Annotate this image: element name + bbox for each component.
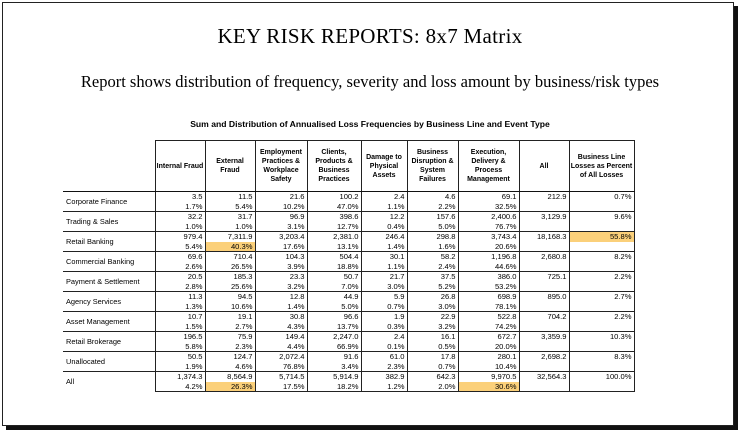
percent-cell: 18.2%: [307, 382, 361, 392]
percent-cell: 2.8%: [155, 282, 205, 292]
percent-cell: 18.8%: [307, 262, 361, 272]
value-cell: 100.0%: [569, 372, 634, 382]
percent-cell: 2.2%: [407, 202, 458, 212]
value-cell: 8,564.9: [205, 372, 255, 382]
percent-cell: [569, 342, 634, 352]
percent-cell: 5.2%: [407, 282, 458, 292]
value-cell: 31.7: [205, 212, 255, 222]
table-header-row: [63, 141, 634, 192]
percent-cell: 5.0%: [407, 222, 458, 232]
value-cell: 21.6: [255, 192, 307, 202]
percent-cell: 10.4%: [458, 362, 519, 372]
value-cell: 149.4: [255, 332, 307, 342]
value-cell: 895.0: [519, 292, 569, 302]
value-cell: 104.3: [255, 252, 307, 262]
value-cell: 298.8: [407, 232, 458, 242]
percent-cell: 3.9%: [255, 262, 307, 272]
col-header-business-disruption: Business Disruption & System Failures: [407, 141, 458, 192]
percent-cell: [519, 282, 569, 292]
percent-cell: 44.6%: [458, 262, 519, 272]
value-cell: 69.6: [155, 252, 205, 262]
percent-cell: 7.0%: [307, 282, 361, 292]
value-cell: 8.2%: [569, 252, 634, 262]
value-cell: 2,072.4: [255, 352, 307, 362]
value-cell: 1.9: [361, 312, 407, 322]
percent-cell: 13.1%: [307, 242, 361, 252]
value-cell: 75.9: [205, 332, 255, 342]
percent-cell: 10.2%: [255, 202, 307, 212]
percent-cell: 0.7%: [361, 302, 407, 312]
value-cell: 196.5: [155, 332, 205, 342]
value-cell: 7,311.9: [205, 232, 255, 242]
value-cell: 21.7: [361, 272, 407, 282]
value-cell: 69.1: [458, 192, 519, 202]
col-header-execution-delivery: Execution, Delivery & Process Management: [458, 141, 519, 192]
percent-cell: 2.0%: [407, 382, 458, 392]
value-cell: 32.2: [155, 212, 205, 222]
value-cell: 0.7%: [569, 192, 634, 202]
percent-cell: 2.3%: [205, 342, 255, 352]
value-cell: 11.5: [205, 192, 255, 202]
percent-cell: [569, 282, 634, 292]
percent-cell: 66.9%: [307, 342, 361, 352]
value-cell: 280.1: [458, 352, 519, 362]
value-cell: 10.3%: [569, 332, 634, 342]
percent-cell: [519, 262, 569, 272]
value-cell: 5,714.5: [255, 372, 307, 382]
value-cell: 4.6: [407, 192, 458, 202]
value-cell: 672.7: [458, 332, 519, 342]
percent-cell: 3.1%: [255, 222, 307, 232]
percent-cell: 47.0%: [307, 202, 361, 212]
percent-cell: [519, 362, 569, 372]
percent-cell: [569, 362, 634, 372]
percent-cell: 1.7%: [155, 202, 205, 212]
value-cell: 2,400.6: [458, 212, 519, 222]
row-label: Commercial Banking: [63, 252, 155, 272]
value-cell: 23.3: [255, 272, 307, 282]
percent-cell: 17.5%: [255, 382, 307, 392]
percent-cell: 3.0%: [361, 282, 407, 292]
percent-cell: 2.3%: [361, 362, 407, 372]
row-label: Trading & Sales: [63, 212, 155, 232]
percent-cell: 76.8%: [255, 362, 307, 372]
value-cell: 58.2: [407, 252, 458, 262]
row-label: Corporate Finance: [63, 192, 155, 212]
value-cell: 124.7: [205, 352, 255, 362]
value-cell: 32,564.3: [519, 372, 569, 382]
percent-cell: 3.4%: [307, 362, 361, 372]
value-cell: 8.3%: [569, 352, 634, 362]
percent-cell: 32.5%: [458, 202, 519, 212]
percent-cell: 13.7%: [307, 322, 361, 332]
percent-cell: 4.3%: [255, 322, 307, 332]
value-cell: 398.6: [307, 212, 361, 222]
percent-cell: 4.6%: [205, 362, 255, 372]
col-header-external-fraud: External Fraud: [205, 141, 255, 192]
percent-cell: [569, 382, 634, 392]
page-title: KEY RISK REPORTS: 8x7 Matrix: [217, 24, 523, 48]
percent-cell: 1.1%: [361, 262, 407, 272]
percent-cell: 3.0%: [407, 302, 458, 312]
value-cell: 725.1: [519, 272, 569, 282]
col-header-clients-products: Clients, Products & Business Practices: [307, 141, 361, 192]
percent-cell: 0.7%: [407, 362, 458, 372]
value-cell: 30.8: [255, 312, 307, 322]
value-cell: 3.5: [155, 192, 205, 202]
table-row-values: [63, 272, 634, 282]
percent-cell: [519, 382, 569, 392]
percent-cell: 2.6%: [155, 262, 205, 272]
percent-cell: 25.6%: [205, 282, 255, 292]
header-corner: [63, 141, 155, 192]
percent-cell: [519, 302, 569, 312]
value-cell: 17.8: [407, 352, 458, 362]
value-cell: 3,203.4: [255, 232, 307, 242]
loss-matrix-table: [63, 140, 635, 392]
percent-cell: 2.7%: [205, 322, 255, 332]
value-cell: 18,168.3: [519, 232, 569, 242]
col-header-internal-fraud: Internal Fraud: [155, 141, 205, 192]
percent-cell: 30.6%: [458, 382, 519, 392]
table-row-values: [63, 372, 634, 382]
percent-cell: [569, 322, 634, 332]
value-cell: 12.2: [361, 212, 407, 222]
value-cell: 37.5: [407, 272, 458, 282]
value-cell: 50.5: [155, 352, 205, 362]
percent-cell: 0.3%: [361, 322, 407, 332]
value-cell: 26.8: [407, 292, 458, 302]
value-cell: 9,970.5: [458, 372, 519, 382]
percent-cell: 74.2%: [458, 322, 519, 332]
value-cell: 642.3: [407, 372, 458, 382]
value-cell: 11.3: [155, 292, 205, 302]
percent-cell: 10.6%: [205, 302, 255, 312]
percent-cell: [519, 322, 569, 332]
table-row-values: [63, 192, 634, 202]
percent-cell: 5.4%: [155, 242, 205, 252]
percent-cell: 12.7%: [307, 222, 361, 232]
value-cell: 979.4: [155, 232, 205, 242]
percent-cell: 1.6%: [407, 242, 458, 252]
percent-cell: [519, 342, 569, 352]
percent-cell: [569, 242, 634, 252]
value-cell: 710.4: [205, 252, 255, 262]
value-cell: 12.8: [255, 292, 307, 302]
table-row-values: [63, 312, 634, 322]
table-row-values: [63, 232, 634, 242]
value-cell: 698.9: [458, 292, 519, 302]
table-row-values: [63, 292, 634, 302]
value-cell: 55.8%: [569, 232, 634, 242]
value-cell: 382.9: [361, 372, 407, 382]
percent-cell: 0.4%: [361, 222, 407, 232]
value-cell: 9.6%: [569, 212, 634, 222]
value-cell: 5.9: [361, 292, 407, 302]
value-cell: 3,129.9: [519, 212, 569, 222]
table-caption: Sum and Distribution of Annualised Loss Frequencies by Business Line and Event Type: [190, 119, 550, 129]
table-row-values: [63, 252, 634, 262]
percent-cell: 1.4%: [255, 302, 307, 312]
table-body: [63, 192, 634, 392]
value-cell: 94.5: [205, 292, 255, 302]
value-cell: 2,381.0: [307, 232, 361, 242]
row-label: Unallocated: [63, 352, 155, 372]
value-cell: 2.4: [361, 192, 407, 202]
percent-cell: [569, 302, 634, 312]
percent-cell: 0.5%: [407, 342, 458, 352]
value-cell: 20.5: [155, 272, 205, 282]
percent-cell: 4.4%: [255, 342, 307, 352]
value-cell: 50.7: [307, 272, 361, 282]
percent-cell: 1.4%: [361, 242, 407, 252]
value-cell: 2,247.0: [307, 332, 361, 342]
percent-cell: 3.2%: [255, 282, 307, 292]
percent-cell: 5.0%: [307, 302, 361, 312]
percent-cell: 53.2%: [458, 282, 519, 292]
value-cell: 2.2%: [569, 312, 634, 322]
percent-cell: 2.4%: [407, 262, 458, 272]
value-cell: 386.0: [458, 272, 519, 282]
value-cell: 10.7: [155, 312, 205, 322]
percent-cell: 5.8%: [155, 342, 205, 352]
percent-cell: [569, 202, 634, 212]
value-cell: 96.9: [255, 212, 307, 222]
row-label: Retail Brokerage: [63, 332, 155, 352]
percent-cell: 26.5%: [205, 262, 255, 272]
percent-cell: [569, 222, 634, 232]
percent-cell: 17.6%: [255, 242, 307, 252]
value-cell: 30.1: [361, 252, 407, 262]
value-cell: 5,914.9: [307, 372, 361, 382]
value-cell: 2,680.8: [519, 252, 569, 262]
value-cell: 16.1: [407, 332, 458, 342]
value-cell: 246.4: [361, 232, 407, 242]
percent-cell: 76.7%: [458, 222, 519, 232]
table-row-values: [63, 352, 634, 362]
value-cell: 1,196.8: [458, 252, 519, 262]
value-cell: 44.9: [307, 292, 361, 302]
percent-cell: [519, 222, 569, 232]
table-row-values: [63, 212, 634, 222]
value-cell: 22.9: [407, 312, 458, 322]
page-subtitle: Report shows distribution of frequency, severity and loss amount by business/risk types: [80, 72, 660, 91]
value-cell: 522.8: [458, 312, 519, 322]
percent-cell: 1.0%: [205, 222, 255, 232]
col-header-damage-physical-assets: Damage to Physical Assets: [361, 141, 407, 192]
value-cell: 2.4: [361, 332, 407, 342]
table-row-values: [63, 332, 634, 342]
value-cell: 504.4: [307, 252, 361, 262]
row-label: Asset Management: [63, 312, 155, 332]
value-cell: 100.2: [307, 192, 361, 202]
percent-cell: [519, 202, 569, 212]
percent-cell: 20.0%: [458, 342, 519, 352]
value-cell: 61.0: [361, 352, 407, 362]
percent-cell: 78.1%: [458, 302, 519, 312]
percent-cell: 4.2%: [155, 382, 205, 392]
col-header-all: All: [519, 141, 569, 192]
percent-cell: 5.4%: [205, 202, 255, 212]
value-cell: 185.3: [205, 272, 255, 282]
value-cell: 704.2: [519, 312, 569, 322]
percent-cell: 3.2%: [407, 322, 458, 332]
value-cell: 3,743.4: [458, 232, 519, 242]
value-cell: 212.9: [519, 192, 569, 202]
percent-cell: [519, 242, 569, 252]
percent-cell: 1.3%: [155, 302, 205, 312]
value-cell: 2.7%: [569, 292, 634, 302]
row-label: Payment & Settlement: [63, 272, 155, 292]
value-cell: 2.2%: [569, 272, 634, 282]
percent-cell: [569, 262, 634, 272]
col-header-employment-practices: Employment Practices & Workplace Safety: [255, 141, 307, 192]
col-header-business-line-percent: Business Line Losses as Percent of All Losses: [569, 141, 634, 192]
percent-cell: 1.1%: [361, 202, 407, 212]
row-label: All: [63, 372, 155, 392]
row-label: Retail Banking: [63, 232, 155, 252]
value-cell: 96.6: [307, 312, 361, 322]
value-cell: 1,374.3: [155, 372, 205, 382]
row-label: Agency Services: [63, 292, 155, 312]
value-cell: 19.1: [205, 312, 255, 322]
percent-cell: 1.9%: [155, 362, 205, 372]
percent-cell: 1.5%: [155, 322, 205, 332]
value-cell: 2,698.2: [519, 352, 569, 362]
percent-cell: 26.3%: [205, 382, 255, 392]
percent-cell: 40.3%: [205, 242, 255, 252]
value-cell: 157.6: [407, 212, 458, 222]
percent-cell: 1.2%: [361, 382, 407, 392]
value-cell: 91.6: [307, 352, 361, 362]
percent-cell: 1.0%: [155, 222, 205, 232]
value-cell: 3,359.9: [519, 332, 569, 342]
percent-cell: 0.1%: [361, 342, 407, 352]
percent-cell: 20.6%: [458, 242, 519, 252]
